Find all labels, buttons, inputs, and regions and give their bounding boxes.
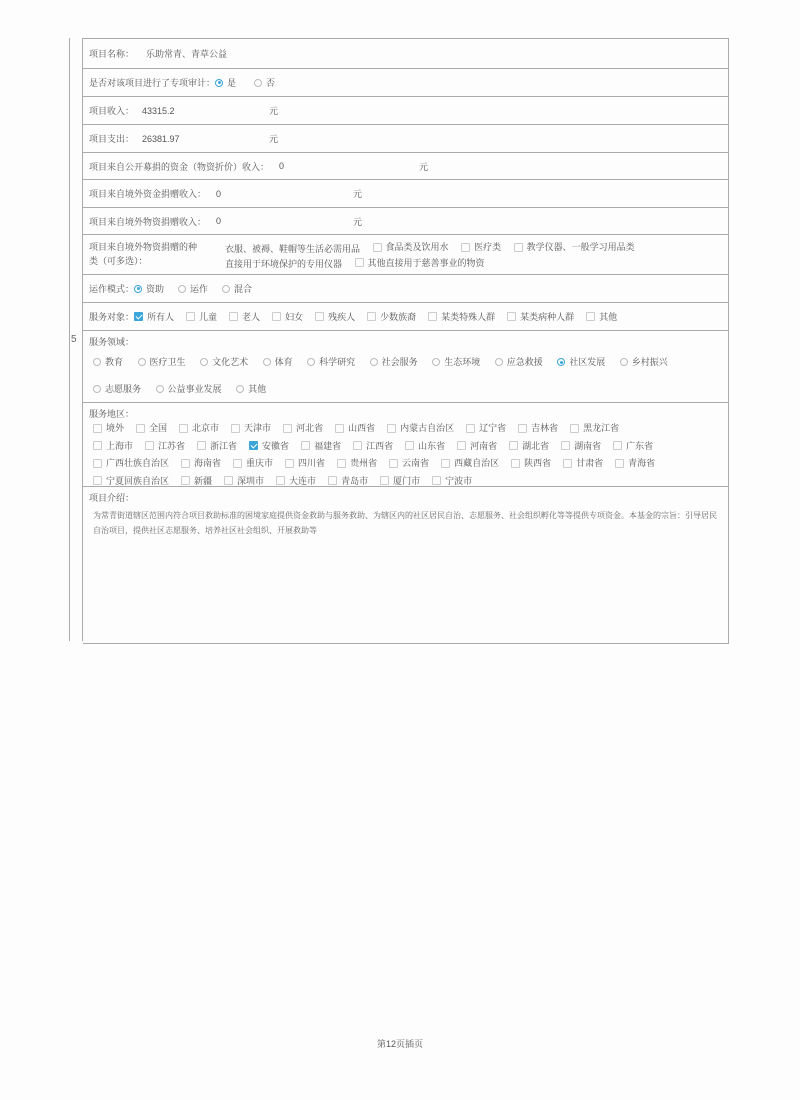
- field-radio[interactable]: [432, 358, 440, 366]
- region-option[interactable]: 青岛市: [328, 473, 368, 489]
- region-checkbox[interactable]: [563, 459, 572, 468]
- target-checkbox[interactable]: [229, 312, 238, 321]
- mode-option-operate[interactable]: 运作: [178, 282, 208, 295]
- region-option[interactable]: 贵州省: [337, 455, 377, 471]
- region-option[interactable]: 浙江省: [197, 438, 237, 454]
- goods-types-row: [83, 235, 728, 275]
- intro-text: 为常青街道辖区范围内符合项目救助标准的困境家庭提供资金救助与服务救助、为辖区内的社区居民自治、志愿服务、社会组织孵化等等提供专项资金。本基金的宗旨：引导居民自治项目，提供社区志愿服务、培养社区社会组织、开展救助等: [93, 511, 717, 535]
- regions-row: [83, 403, 728, 487]
- region-checkbox[interactable]: [197, 441, 206, 450]
- goods-types-label: 项目来自境外物资捐赠的种 类（可多选）：: [89, 242, 198, 266]
- overseas-funds-value: 0: [216, 188, 222, 199]
- region-checkbox[interactable]: [457, 441, 466, 450]
- region-option[interactable]: 安徽省: [249, 438, 289, 454]
- region-option[interactable]: 重庆市: [233, 455, 273, 471]
- expense-label: 项目支出：: [89, 134, 135, 144]
- overseas-goods-row: [83, 208, 728, 235]
- regions-list: [89, 420, 722, 490]
- field-option[interactable]: 文化艺术: [200, 354, 248, 370]
- field-radio[interactable]: [370, 358, 378, 366]
- target-option[interactable]: 某类病种人群: [507, 310, 574, 323]
- region-checkbox[interactable]: [380, 476, 389, 485]
- region-checkbox[interactable]: [93, 441, 102, 450]
- target-option[interactable]: 妇女: [272, 310, 303, 323]
- fields-row: [83, 331, 728, 403]
- field-option-community[interactable]: 社区发展: [557, 354, 605, 370]
- target-checkbox[interactable]: [586, 312, 595, 321]
- goods-food-checkbox[interactable]: [373, 243, 382, 252]
- region-option[interactable]: 河南省: [457, 438, 497, 454]
- target-option[interactable]: 老人: [229, 310, 260, 323]
- public-raise-row: [83, 153, 728, 180]
- region-option[interactable]: 广西壮族自治区: [93, 455, 169, 471]
- region-option[interactable]: 河北省: [283, 420, 323, 436]
- region-checkbox[interactable]: [337, 459, 346, 468]
- audit-yes-option[interactable]: 是: [215, 76, 236, 89]
- regions-label: 服务地区：: [89, 409, 135, 419]
- region-checkbox[interactable]: [285, 459, 294, 468]
- region-checkbox[interactable]: [389, 459, 398, 468]
- regions-line: [93, 455, 722, 473]
- region-checkbox[interactable]: [136, 424, 145, 433]
- field-option[interactable]: 志愿服务: [93, 381, 141, 397]
- audit-no-option[interactable]: 否: [254, 76, 275, 89]
- region-checkbox[interactable]: [466, 424, 475, 433]
- region-checkbox[interactable]: [441, 459, 450, 468]
- region-checkbox[interactable]: [224, 476, 233, 485]
- target-checkbox[interactable]: [428, 312, 437, 321]
- region-option[interactable]: 新疆: [181, 473, 212, 489]
- region-option[interactable]: 湖北省: [509, 438, 549, 454]
- field-radio[interactable]: [200, 358, 208, 366]
- field-option[interactable]: 其他: [236, 381, 266, 397]
- field-option[interactable]: 教育: [93, 354, 123, 370]
- region-option[interactable]: 山西省: [335, 420, 375, 436]
- income-label: 项目收入：: [89, 106, 135, 116]
- field-option[interactable]: 公益事业发展: [156, 381, 222, 397]
- region-option[interactable]: 天津市: [231, 420, 271, 436]
- goods-option-medical[interactable]: 医疗类: [461, 240, 501, 254]
- field-radio[interactable]: [236, 385, 244, 393]
- field-option[interactable]: 应急救援: [495, 354, 543, 370]
- section-number: 5: [71, 334, 77, 345]
- fields-options-line2: [89, 381, 722, 398]
- field-option[interactable]: 乡村振兴: [620, 354, 668, 370]
- target-checkbox[interactable]: [186, 312, 195, 321]
- field-radio[interactable]: [156, 385, 164, 393]
- target-option[interactable]: 儿童: [186, 310, 217, 323]
- overseas-funds-label: 项目来自境外资金捐赠收入：: [89, 189, 207, 199]
- region-option[interactable]: 内蒙古自治区: [387, 420, 454, 436]
- audit-label: 是否对该项目进行了专项审计：: [89, 78, 216, 88]
- project-name-row: [83, 39, 728, 69]
- region-checkbox[interactable]: [432, 476, 441, 485]
- region-option[interactable]: 宁夏回族自治区: [93, 473, 169, 489]
- intro-label: 项目介绍：: [89, 493, 135, 503]
- goods-option-environment[interactable]: 直接用于环境保护的专用仪器: [225, 259, 343, 269]
- region-option[interactable]: 全国: [136, 420, 167, 436]
- region-option[interactable]: 江苏省: [145, 438, 185, 454]
- goods-option-food[interactable]: 食品类及饮用水: [373, 240, 449, 254]
- region-option[interactable]: 西藏自治区: [441, 455, 499, 471]
- goods-option-daily[interactable]: 衣服、被褥、鞋帽等生活必需用品: [225, 243, 361, 254]
- project-form: [83, 38, 729, 644]
- overseas-goods-unit: 元: [353, 216, 363, 227]
- regions-line: [93, 438, 722, 456]
- field-option[interactable]: 体育: [263, 354, 293, 370]
- expense-unit: 元: [269, 134, 279, 144]
- goods-medical-checkbox[interactable]: [461, 243, 470, 252]
- region-checkbox[interactable]: [276, 476, 285, 485]
- mode-option-fund[interactable]: 资助: [134, 282, 164, 295]
- audit-yes-radio[interactable]: [215, 79, 223, 87]
- field-option[interactable]: 医疗卫生: [138, 354, 186, 370]
- goods-teaching-checkbox[interactable]: [514, 243, 523, 252]
- region-option[interactable]: 黑龙江省: [570, 420, 619, 436]
- region-option[interactable]: 宁波市: [432, 473, 472, 489]
- region-checkbox[interactable]: [328, 476, 337, 485]
- region-option[interactable]: 厦门市: [380, 473, 420, 489]
- region-option[interactable]: 福建省: [301, 438, 341, 454]
- fields-label: 服务领域：: [89, 337, 135, 347]
- target-checkbox[interactable]: [315, 312, 324, 321]
- project-name-value: 乐助常青、青草公益: [146, 49, 228, 59]
- field-radio[interactable]: [620, 358, 628, 366]
- region-checkbox[interactable]: [145, 441, 154, 450]
- income-unit: 元: [269, 106, 279, 116]
- overseas-goods-label: 项目来自境外物资捐赠收入：: [89, 216, 207, 227]
- page-footer: 第12页插页: [376, 1039, 423, 1049]
- region-checkbox[interactable]: [518, 424, 527, 433]
- region-checkbox[interactable]: [231, 424, 240, 433]
- audit-no-radio[interactable]: [254, 79, 262, 87]
- region-checkbox[interactable]: [301, 441, 310, 450]
- region-checkbox[interactable]: [615, 459, 624, 468]
- region-option[interactable]: 辽宁省: [466, 420, 506, 436]
- overseas-goods-value: 0: [216, 216, 222, 226]
- region-checkbox[interactable]: [405, 441, 414, 450]
- region-option[interactable]: 青海省: [615, 455, 655, 471]
- mode-row: [83, 275, 728, 303]
- region-option[interactable]: 云南省: [389, 455, 429, 471]
- income-value: 43315.2: [142, 105, 175, 116]
- region-checkbox[interactable]: [249, 441, 258, 450]
- targets-row: [83, 303, 728, 331]
- mode-mixed-radio[interactable]: [222, 285, 230, 293]
- region-checkbox[interactable]: [233, 459, 242, 468]
- public-raise-value: 0: [279, 161, 285, 171]
- target-checkbox[interactable]: [367, 312, 376, 321]
- region-checkbox[interactable]: [561, 441, 570, 450]
- field-option[interactable]: 生态环境: [432, 354, 480, 370]
- region-option[interactable]: 大连市: [276, 473, 316, 489]
- goods-other-checkbox[interactable]: [355, 258, 364, 267]
- region-option[interactable]: 广东省: [613, 438, 653, 454]
- field-option[interactable]: 科学研究: [307, 354, 355, 370]
- project-name-label: 项目名称：: [89, 49, 135, 59]
- region-checkbox[interactable]: [93, 476, 102, 485]
- field-radio[interactable]: [263, 358, 271, 366]
- region-checkbox[interactable]: [335, 424, 344, 433]
- region-option[interactable]: 湖南省: [561, 438, 601, 454]
- public-raise-label: 项目来自公开募捐的资金（物资折价）收入：: [89, 161, 270, 172]
- overseas-funds-row: [83, 180, 728, 208]
- field-radio[interactable]: [495, 358, 503, 366]
- region-checkbox[interactable]: [181, 476, 190, 485]
- region-checkbox[interactable]: [613, 441, 622, 450]
- income-row: [83, 97, 728, 125]
- field-radio[interactable]: [93, 358, 101, 366]
- region-option[interactable]: 四川省: [285, 455, 325, 471]
- expense-row: [83, 125, 728, 153]
- mode-operate-radio[interactable]: [178, 285, 186, 293]
- region-option[interactable]: 江西省: [353, 438, 393, 454]
- region-checkbox[interactable]: [283, 424, 292, 433]
- region-checkbox[interactable]: [387, 424, 396, 433]
- region-checkbox[interactable]: [93, 459, 102, 468]
- region-option[interactable]: 上海市: [93, 438, 133, 454]
- audit-row: [83, 69, 728, 97]
- targets-label: 服务对象：: [89, 312, 135, 322]
- mode-fund-radio[interactable]: [134, 285, 142, 293]
- field-radio[interactable]: [93, 385, 101, 393]
- target-checkbox[interactable]: [272, 312, 281, 321]
- region-checkbox[interactable]: [93, 424, 102, 433]
- field-option[interactable]: 社会服务: [370, 354, 418, 370]
- region-checkbox[interactable]: [179, 424, 188, 433]
- intro-row: [83, 487, 728, 643]
- region-checkbox[interactable]: [509, 441, 518, 450]
- target-all-checkbox[interactable]: [134, 312, 143, 321]
- region-option[interactable]: 海南省: [181, 455, 221, 471]
- mode-option-mixed[interactable]: 混合: [222, 282, 252, 295]
- region-option[interactable]: 境外: [93, 420, 124, 436]
- target-option[interactable]: 某类特殊人群: [428, 310, 495, 323]
- field-community-radio[interactable]: [557, 358, 565, 366]
- target-option[interactable]: 少数族裔: [367, 310, 416, 323]
- overseas-funds-unit: 元: [353, 189, 363, 199]
- region-option[interactable]: 陕西省: [511, 455, 551, 471]
- region-option[interactable]: 深圳市: [224, 473, 264, 489]
- region-checkbox[interactable]: [511, 459, 520, 468]
- mode-label: 运作模式：: [89, 284, 135, 294]
- target-checkbox[interactable]: [507, 312, 516, 321]
- field-radio[interactable]: [138, 358, 146, 366]
- region-checkbox[interactable]: [181, 459, 190, 468]
- region-option[interactable]: 甘肃省: [563, 455, 603, 471]
- target-option[interactable]: 其他: [586, 310, 617, 323]
- goods-option-other[interactable]: 其他直接用于慈善事业的物资: [355, 256, 485, 270]
- region-option[interactable]: 吉林省: [518, 420, 558, 436]
- field-radio[interactable]: [307, 358, 315, 366]
- region-checkbox[interactable]: [353, 441, 362, 450]
- target-option[interactable]: 残疾人: [315, 310, 355, 323]
- fields-options-line1: [89, 354, 722, 371]
- goods-option-teaching[interactable]: 教学仪器、一般学习用品类: [514, 240, 635, 254]
- region-option[interactable]: 北京市: [179, 420, 219, 436]
- region-checkbox[interactable]: [570, 424, 579, 433]
- region-option[interactable]: 山东省: [405, 438, 445, 454]
- target-option[interactable]: 所有人: [134, 310, 174, 323]
- regions-line: [93, 420, 722, 438]
- expense-value: 26381.97: [142, 133, 180, 144]
- public-raise-unit: 元: [419, 161, 429, 172]
